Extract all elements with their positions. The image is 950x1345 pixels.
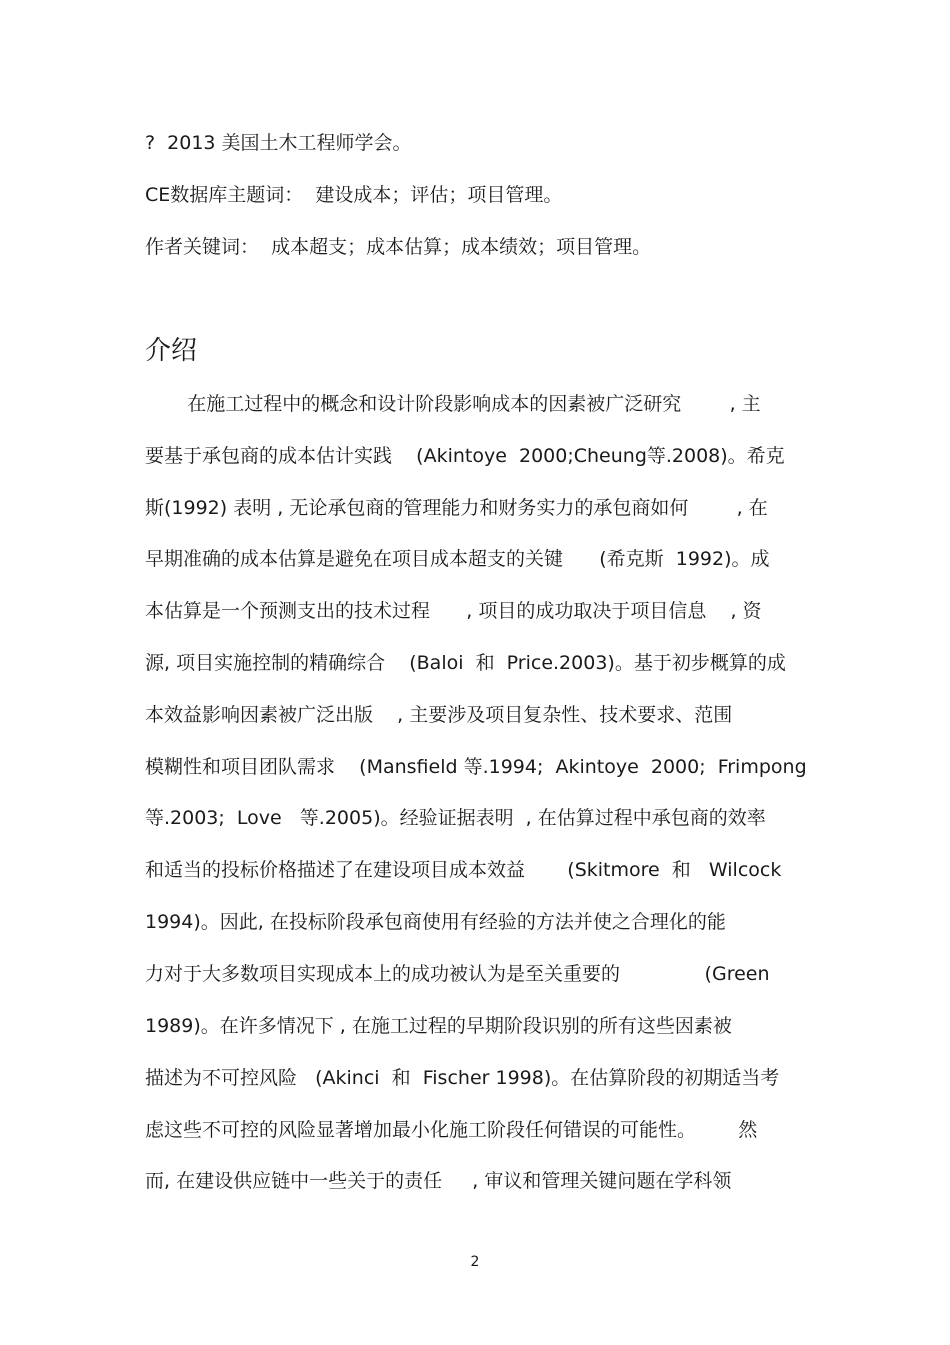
body-line: 本效益影响因素被广泛出版 , 主要涉及项目复杂性、技术要求、范围 bbox=[145, 704, 733, 726]
body-line: 模糊性和项目团队需求 (Mansfield 等.1994; Akintoye 2000; Frimpong bbox=[145, 756, 807, 778]
body-line: 早期准确的成本估算是避免在项目成本超支的关键 (希克斯 1992)。成 bbox=[145, 548, 770, 570]
section-heading: 介绍 bbox=[145, 336, 198, 366]
body-line: 斯(1992) 表明 , 无论承包商的管理能力和财务实力的承包商如何 , 在 bbox=[145, 497, 768, 519]
body-line: 在施工过程中的概念和设计阶段影响成本的因素被广泛研究 , 主 bbox=[145, 393, 761, 415]
body-line: 源, 项目实施控制的精确综合 (Baloi 和 Price.2003)。基于初步概算的成 bbox=[145, 652, 786, 674]
body-line: 和适当的投标价格描述了在建设项目成本效益 (Skitmore 和 Wilcock bbox=[145, 859, 782, 881]
page-number: 2 bbox=[470, 1254, 480, 1270]
body-line: 等.2003; Love 等.2005)。经验证据表明 , 在估算过程中承包商的效率 bbox=[145, 807, 766, 829]
body-line: 要基于承包商的成本估计实践 (Akintoye 2000;Cheung等.2008)。希克 bbox=[145, 445, 785, 467]
body-line: 1994)。因此, 在投标阶段承包商使用有经验的方法并使之合理化的能 bbox=[145, 911, 726, 933]
body-line: 虑这些不可控的风险显著增加最小化施工阶段任何错误的可能性。 然 bbox=[145, 1119, 758, 1141]
body-line: 本估算是一个预测支出的技术过程 , 项目的成功取决于项目信息 , 资 bbox=[145, 600, 762, 622]
body-line: 1989)。在许多情况下 , 在施工过程的早期阶段识别的所有这些因素被 bbox=[145, 1015, 732, 1037]
copyright-line: ? 2013 美国土木工程师学会。 bbox=[145, 132, 412, 154]
author-keywords-line: 作者关键词： 成本超支；成本估算；成本绩效；项目管理。 bbox=[145, 236, 652, 258]
body-line: 描述为不可控风险 (Akinci 和 Fischer 1998)。在估算阶段的初期适当考 bbox=[145, 1067, 780, 1089]
body-line: 力对于大多数项目实现成本上的成功被认为是至关重要的 (Green bbox=[145, 963, 770, 985]
body-line: 而, 在建设供应链中一些关于的责任 , 审议和管理关键问题在学科领 bbox=[145, 1170, 732, 1192]
ce-subject-terms-line: CE数据库主题词： 建设成本；评估；项目管理。 bbox=[145, 184, 563, 206]
